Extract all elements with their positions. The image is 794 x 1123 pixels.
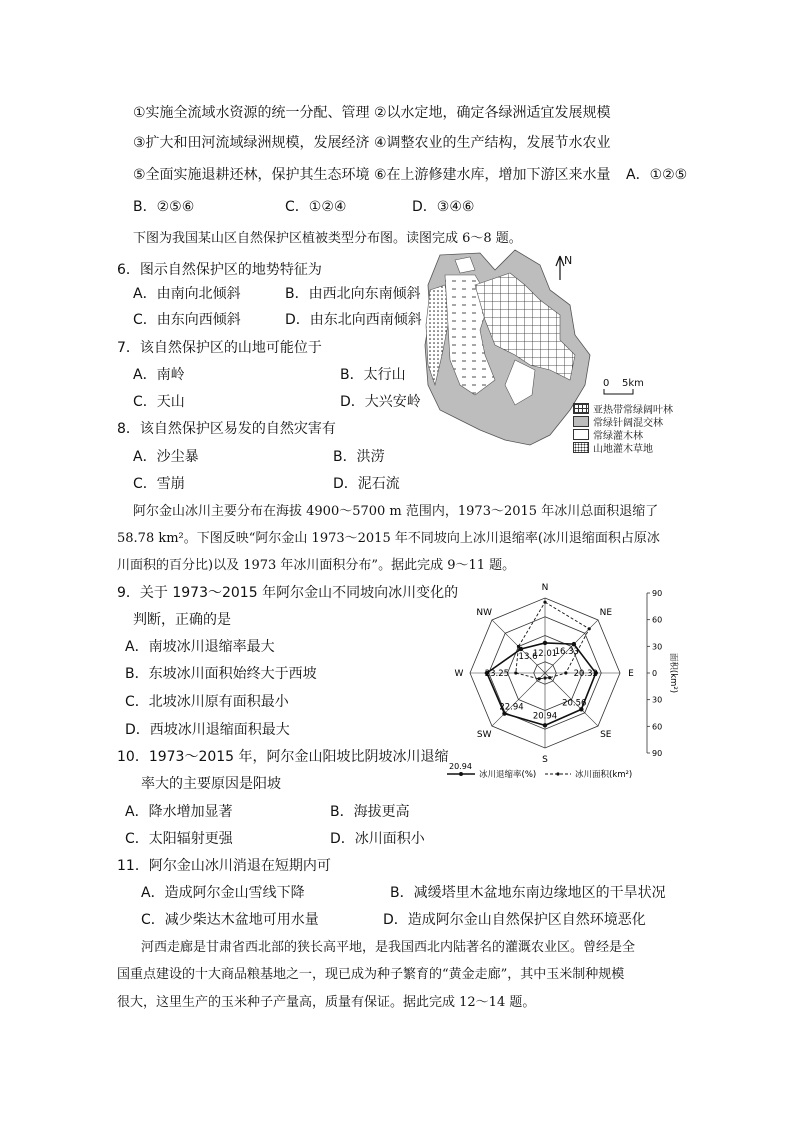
q6-option-d: D．由东北向西南倾斜: [285, 312, 422, 328]
q7-option-c: C．天山: [133, 394, 185, 410]
series-area-point: [514, 671, 517, 674]
series-rate-data-label: 13.6: [518, 652, 538, 663]
radar-axis-label-w: W: [454, 669, 464, 679]
area-axis-tick-label: 60: [652, 615, 663, 625]
scale-zero: 0: [603, 378, 610, 389]
q11-stem: 11．阿尔金山冰川消退在短期内可: [117, 858, 331, 874]
scale-bar: [603, 388, 643, 396]
q6-option-c: C．由东向西倾斜: [133, 312, 241, 328]
q10-option-a: A．降水增加显著: [125, 804, 233, 820]
q8-option-a: A．沙尘暴: [133, 449, 199, 465]
option-c: C．①②④: [285, 199, 347, 215]
q8-option-c: C．雪崩: [133, 476, 185, 492]
legend-label: 亚热带常绿阔叶林: [593, 405, 673, 416]
series-area-point: [564, 671, 567, 674]
choice-line-1: ①实施全流域水资源的统一分配、管理 ②以水定地，确定各绿洲适宜发展规模: [133, 105, 611, 121]
q6-option-a: A．由南向北倾斜: [133, 286, 241, 302]
radar-axis-label-ne: NE: [599, 608, 613, 619]
series-rate-point: [543, 723, 547, 727]
q7-option-d: D．大兴安岭: [340, 394, 421, 410]
option-a: A．①②⑤: [626, 167, 688, 183]
q11-option-c: C．减少柴达木盆地可用水量: [141, 912, 319, 928]
q10-option-c: C．太阳辐射更强: [125, 831, 233, 847]
map-legend: [573, 402, 673, 454]
intro-9-11-line-1: 阿尔金山冰川主要分布在海拔 4900～5700 m 范围内，1973～2015 年冰川总面积退缩了: [133, 504, 659, 519]
area-axis-tick-label: 90: [652, 589, 663, 598]
intro-12-14-line-2: 国重点建设的十大商品粮基地之一，现已成为种子繁育的“黄金走廊”，其中玉米制种规模: [117, 967, 625, 982]
q11-option-a: A．造成阿尔金山雪线下降: [141, 885, 305, 901]
series-rate-point: [543, 641, 547, 645]
intro-12-14-line-1: 河西走廊是甘肃省西北部的狭长高平地，是我国西北内陆著名的灌溉农业区。曾经是全: [141, 940, 636, 955]
series-rate-data-label: 16.33: [554, 647, 579, 658]
q9-option-c: C．北坡冰川原有面积最小: [125, 694, 289, 710]
q8-option-b: B．洪涝: [333, 449, 385, 465]
q9-stem-2: 判断，正确的是: [133, 612, 231, 628]
radar-chart: [445, 578, 678, 783]
intro-6-8: 下图为我国某山区自然保护区植被类型分布图。读图完成 6～8 题。: [133, 231, 522, 246]
series-rate-data-label: 20.56: [562, 698, 587, 709]
q10-stem-2: 率大的主要原因是阳坡: [141, 776, 281, 792]
choice-line-3: ⑤全面实施退耕还林，保护其生态环境 ⑥在上游修建水库，增加下游区来水量: [133, 167, 611, 183]
q7-option-a: A．南岭: [133, 367, 185, 383]
area-axis-label: 面积(km²): [668, 652, 678, 694]
legend-label: 常绿灌木林: [593, 431, 643, 442]
choice-line-2: ③扩大和田河流域绿洲规模，发展经济 ④调整农业的生产结构，发展节水农业: [133, 135, 611, 151]
radar-axis-label-n: N: [541, 583, 549, 593]
q9-option-d: D．西坡冰川退缩面积最大: [125, 722, 290, 738]
intro-12-14-line-3: 很大，这里生产的玉米种子产量高，质量有保证。据此完成 12～14 题。: [117, 995, 536, 1010]
legend-area-marker: [556, 772, 559, 775]
q6-stem: 6．图示自然保护区的地势特征为: [117, 262, 322, 278]
q10-option-b: B．海拔更高: [330, 804, 410, 820]
option-b: B．②⑤⑥: [133, 199, 195, 215]
radar-axis-label-e: E: [628, 669, 634, 679]
legend-label: 山地灌木草地: [593, 444, 653, 455]
series-rate-point: [572, 642, 576, 646]
series-rate-data-label: 22.94: [499, 702, 524, 713]
q7-option-b: B．太行山: [340, 367, 406, 383]
legend-label: 常绿针阔混交林: [593, 418, 663, 429]
q9-stem: 9．关于 1973～2015 年阿尔金山不同坡向冰川变化的: [117, 585, 459, 601]
intro-9-11-line-3: 川面积的百分比)以及 1973 年冰川面积分布”。据此完成 9～11 题。: [117, 558, 516, 573]
series-area-point: [588, 627, 591, 630]
q9-option-a: A．南坡冰川退缩率最大: [125, 639, 275, 655]
series-rate-data-label: 20.94: [532, 711, 558, 722]
q7-stem: 7．该自然保护区的山地可能位于: [117, 340, 322, 356]
legend-rate-marker: [459, 772, 463, 776]
q8-stem: 8．该自然保护区易发的自然灾害有: [117, 421, 336, 437]
intro-9-11-line-2: 58.78 km²。下图反映“阿尔金山 1973～2015 年不同坡向上冰川退缩率(冰川退缩面积占原冰: [117, 531, 660, 546]
legend-white-swatch: [573, 429, 589, 440]
area-axis-tick-label: 0: [652, 669, 658, 678]
series-area-point: [538, 677, 541, 680]
legend-rate-label: 冰川退缩率(%): [479, 770, 537, 780]
q10-stem: 10．1973～2015 年，阿尔金山阳坡比阴坡冰川退缩: [117, 749, 449, 765]
legend-sample-value: 20.94: [449, 762, 472, 771]
radar-axis-label-sw: SW: [476, 729, 492, 740]
series-area-point: [543, 601, 546, 604]
area-axis-tick-label: 30: [652, 642, 663, 652]
legend-dots-swatch: [573, 442, 589, 453]
north-label: N: [564, 254, 573, 267]
radar-axis-label-se: SE: [600, 729, 612, 740]
radar-axis-label-nw: NW: [476, 608, 493, 619]
legend-item: [573, 441, 673, 454]
series-rate-data-label: 12.01: [532, 648, 558, 659]
q8-option-d: D．泥石流: [333, 476, 400, 492]
area-axis-tick-label: 90: [652, 749, 663, 758]
series-area-point: [543, 676, 546, 679]
series-rate-data-label: 20.32: [573, 669, 598, 679]
series-area-line: [516, 602, 589, 679]
q10-option-d: D．冰川面积小: [330, 831, 425, 847]
series-area-point: [517, 645, 520, 648]
series-rate-data-label: 23.25: [484, 669, 510, 679]
radar-axis-label-s: S: [542, 755, 548, 765]
legend-gray-swatch: [573, 416, 589, 427]
q11-option-d: D．造成阿尔金山自然保护区自然环境恶化: [383, 912, 646, 928]
q9-option-b: B．东坡冰川面积始终大于西坡: [125, 666, 317, 682]
series-area-point: [548, 676, 551, 679]
option-d: D．③④⑥: [412, 199, 475, 215]
area-axis-tick-label: 30: [652, 695, 663, 705]
scale-5km: 5km: [622, 378, 644, 389]
legend-area-label: 冰川面积(km²): [575, 770, 633, 780]
legend-grid-swatch: [573, 403, 589, 414]
q11-option-b: B．减缓塔里木盆地东南边缘地区的干旱状况: [390, 885, 666, 901]
area-axis-tick-label: 60: [652, 722, 663, 732]
q6-option-b: B．由西北向东南倾斜: [285, 286, 421, 302]
